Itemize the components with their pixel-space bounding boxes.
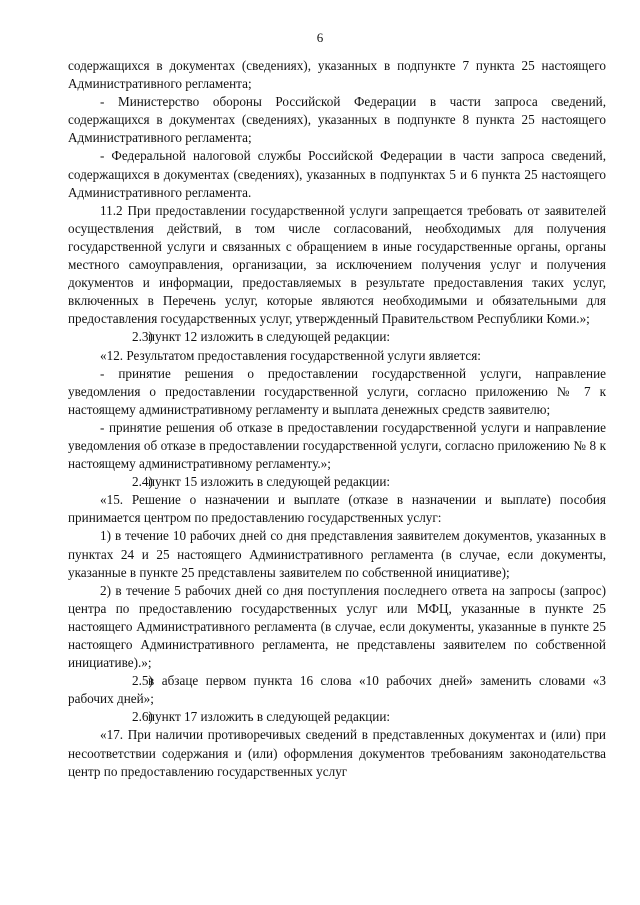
paragraph-text: - принятие решения об отказе в предоставлении государственной услуги и направление уведомления об отказе в предоставлении государственной услуги, согласно приложению № 8 к настоящему административному регламенту.»; bbox=[68, 419, 606, 472]
document-body bbox=[68, 57, 606, 781]
paragraph bbox=[68, 726, 606, 780]
list-item-number: 2.3) bbox=[132, 329, 153, 345]
list-item-number: 2.6) bbox=[132, 709, 153, 725]
page-number: 6 bbox=[316, 30, 324, 45]
paragraph-text: - Министерство обороны Российской Федерации в части запроса сведений, содержащихся в документах (сведениях), указанных в подпункте 8 пункта 25 настоящего Административного регламента; bbox=[68, 94, 606, 146]
paragraph-text: «17. При наличии противоречивых сведений в представленных документах и (или) при несоответствии содержания и (или) оформления документов требованиям законодательства центр по предоставлению государственных услуг bbox=[68, 727, 606, 779]
paragraph bbox=[68, 347, 606, 365]
paragraph bbox=[68, 365, 606, 419]
paragraph bbox=[68, 708, 606, 726]
paragraph-text: «12. Результатом предоставления государственной услуги является: bbox=[100, 347, 481, 363]
paragraph-text: в абзаце первом пункта 16 слова «10 рабочих дней» заменить словами «3 рабочих дней»; bbox=[68, 673, 606, 707]
paragraph bbox=[68, 328, 606, 346]
paragraph-text: - Федеральной налоговой службы Российской Федерации в части запроса сведений, содержащихся в документах (сведениях), указанных в подпунктах 5 и 6 пункта 25 настоящего Административного регламента. bbox=[68, 148, 606, 200]
paragraph-text: 11.2 При предоставлении государственной услуги запрещается требовать от заявителей осуществления действий, в том числе согласований, необходимых для получения государственной услуги и связанных с обращением в иные государственные органы, органы местного самоуправления, организации, за исключением получения услуг и получения документов и информации, предоставляемых в результате предоставления таких услуг, включенных в Перечень услуг, которые являются необходимыми и обязательными для предоставления государственных услуг, утвержденный Правительством Республики Коми.»; bbox=[68, 202, 606, 327]
paragraph-text: 2) в течение 5 рабочих дней со дня поступления последнего ответа на запросы (запрос) центра по предоставлению государственных услуг или МФЦ, указанные в пункте 25 настоящего Административного регламента (в случае, если документы, указанные в пункте 25 настоящего Административного регламента, не представлены заявителем по собственной инициативе).»; bbox=[68, 582, 606, 671]
paragraph bbox=[68, 527, 606, 581]
paragraph bbox=[68, 93, 606, 147]
paragraph-text: - принятие решения о предоставлении государственной услуги, направление уведомления о предоставлении государственной услуги, согласно приложению № 7 к настоящему административному регламенту и выплата денежных средств заявителю; bbox=[68, 365, 606, 417]
list-item-number: 2.5) bbox=[132, 673, 153, 689]
list-item-number: 2.4) bbox=[132, 474, 153, 490]
paragraph bbox=[68, 419, 606, 473]
paragraph bbox=[68, 491, 606, 527]
paragraph bbox=[68, 202, 606, 329]
paragraph bbox=[68, 672, 606, 708]
paragraph-text: 1) в течение 10 рабочих дней со дня представления заявителем документов, указанных в пунктах 24 и 25 настоящего Административного регламента (в случае, если документы, указанные в пункте 25 представлены заявителем по собственной инициативе); bbox=[68, 528, 606, 580]
paragraph-text: пункт 15 изложить в следующей редакции: bbox=[148, 474, 391, 490]
paragraph-text: содержащихся в документах (сведениях), указанных в подпункте 7 пункта 25 настоящего Административного регламента; bbox=[68, 58, 606, 92]
paragraph-text: пункт 17 изложить в следующей редакции: bbox=[148, 709, 391, 725]
paragraph-text: пункт 12 изложить в следующей редакции: bbox=[148, 329, 391, 345]
paragraph bbox=[68, 57, 606, 93]
paragraph bbox=[68, 473, 606, 491]
paragraph bbox=[68, 582, 606, 672]
paragraph-text: «15. Решение о назначении и выплате (отказе в назначении и выплате) пособия принимается центром по предоставлению государственных услуг: bbox=[68, 492, 606, 526]
paragraph bbox=[68, 147, 606, 201]
